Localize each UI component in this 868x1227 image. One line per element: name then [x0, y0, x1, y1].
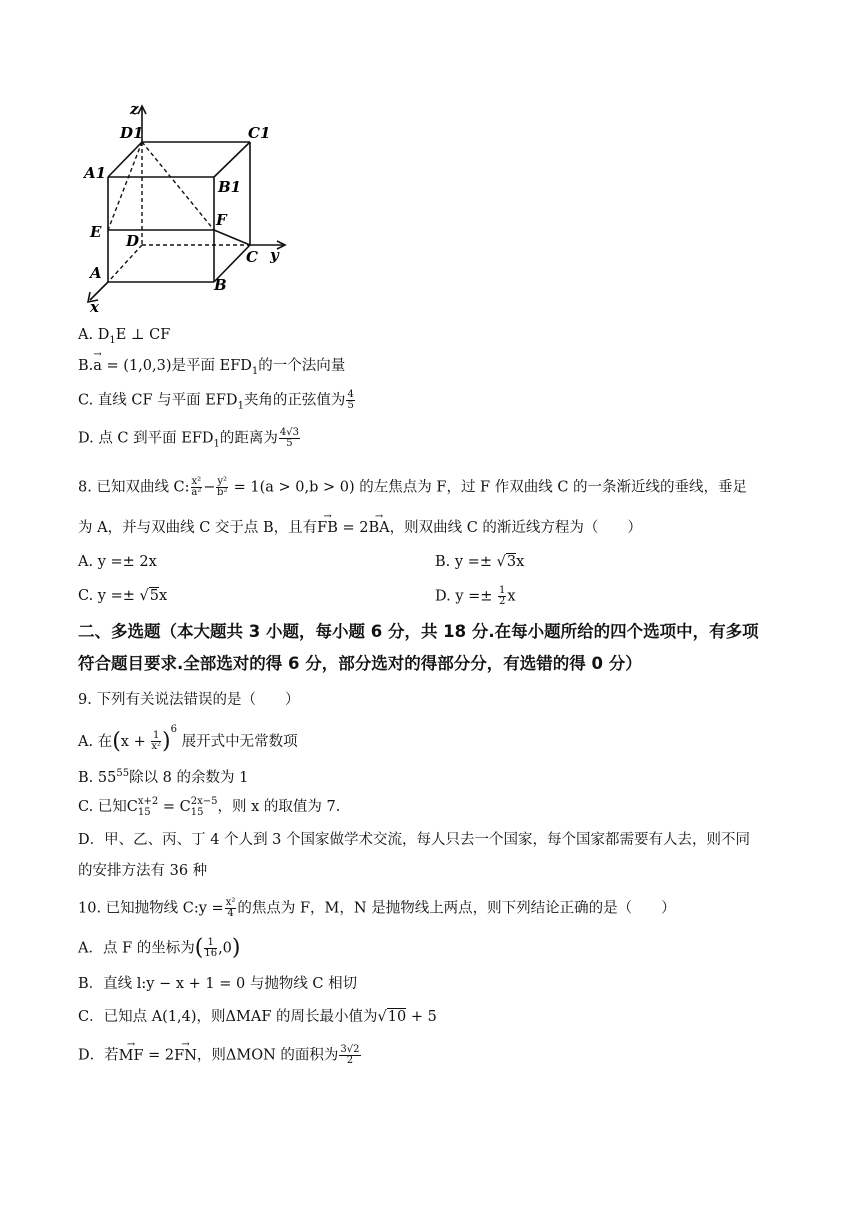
- section2-heading-line1: 二、多选题（本大题共 3 小题，每小题 6 分，共 18 分.在每小题所给的四个选项中，有多项: [78, 622, 759, 641]
- q8-option-d: D. y =± $\frac{1}{2}$ x: [435, 585, 516, 607]
- label-B1: B1: [218, 178, 242, 196]
- q10-option-c: C．已知点 A(1,4)，则ΔMAF 的周长最小值为√10 + 5: [78, 1009, 437, 1025]
- label-y: y: [270, 246, 279, 264]
- label-A1: A1: [84, 164, 107, 182]
- q7-option-a: A. $D_1E$ ⊥ CF: [78, 327, 171, 346]
- q7-option-d: D. 点 C 到平面 $EFD_1$的距离为 $\frac{4√3}{5}$: [78, 427, 300, 450]
- q9-option-d-line2: 的安排方法有 36 种: [78, 863, 208, 879]
- q8-option-b: B. y =± √3x: [435, 554, 525, 570]
- label-F: F: [216, 211, 227, 229]
- label-C: C: [246, 248, 258, 266]
- label-C1: C1: [248, 124, 271, 142]
- cube-figure: [78, 100, 298, 315]
- label-A: A: [90, 264, 102, 282]
- q9-option-d-line1: D．甲、乙、丙、丁 4 个人到 3 个国家做学术交流，每人只去一个国家，每个国家都需要有人去，则不同: [78, 832, 751, 848]
- q8-stem-line1: 8. 已知双曲线 C: $\frac{\text{x²}}{\text{a²}}$ − $\frac{\text{y²}}{\text{b²}}$ = 1(a > 0,b > 0) 的左焦点为 F，过 F 作双曲线 C 的一条渐近线的垂线，垂足: [78, 476, 748, 498]
- q10-option-b: B．直线 l:y − x + 1 = 0 与抛物线 C 相切: [78, 976, 358, 992]
- q10-stem: 10. 已知抛物线 C:y = $\frac{\text{x²}}{4}$ 的焦点为 F，M，N 是抛物线上两点，则下列结论正确的是（ ）: [78, 897, 676, 919]
- q7-option-c: C. 直线 CF 与平面 $EFD_1$夹角的正弦值为 $\frac{4}{5}$: [78, 389, 354, 412]
- q10-option-d: D．若→ MF = 2→ FN，则ΔMON 的面积为 $\frac{3√2}{2}$: [78, 1045, 362, 1066]
- section2-heading-line2: 符合题目要求.全部选对的得 6 分，部分选对的得部分分，有选错的得 0 分）: [78, 654, 642, 673]
- q8-stem-line2: 为 A，并与双曲线 C 交于点 B，且有→ FB = 2→ BA，则双曲线 C 的渐近线方程为（ ）: [78, 518, 642, 538]
- q8-option-a: A. y =± 2x: [78, 554, 157, 570]
- label-x: x: [90, 298, 99, 315]
- q9-option-b: B. $55^{55}$除以 8 的余数为 1: [78, 768, 249, 786]
- q10-option-a: A．点 F 的坐标为( $\frac{1}{16}$ ,0): [78, 935, 241, 961]
- label-z: z: [130, 100, 139, 118]
- q9-option-a: A. 在(x + $\frac{1}{\text{x²}}$ )$^6$ 展开式中无常数项: [78, 724, 298, 754]
- q7-option-b: B.→ a = (1,0,3)是平面 $EFD_1$的一个法向量: [78, 356, 345, 382]
- q8-option-c: C. y =± √5x: [78, 588, 168, 604]
- label-D1: D1: [120, 124, 144, 142]
- q9-stem: 9. 下列有关说法错误的是（ ）: [78, 692, 300, 708]
- label-E: E: [90, 223, 102, 241]
- label-B: B: [214, 276, 227, 294]
- q9-option-c: C. 已知C x+2 15 = C 2x−5 15 ，则 x 的取值为 7.: [78, 796, 341, 818]
- label-D: D: [126, 232, 140, 250]
